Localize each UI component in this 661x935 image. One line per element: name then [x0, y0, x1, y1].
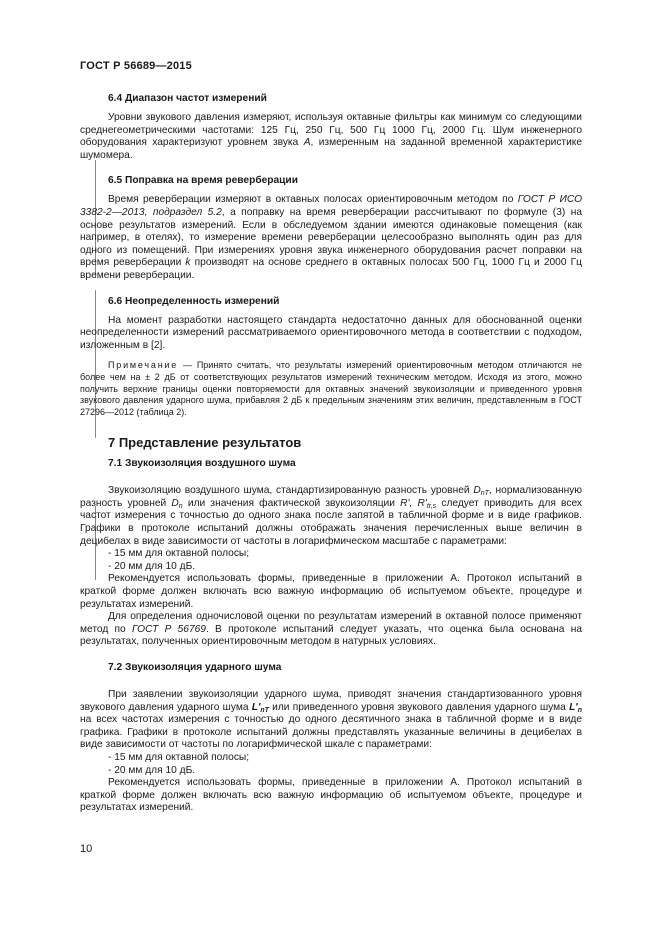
impact-level-symbol: $L'_n$ [569, 701, 582, 714]
list-item: - 20 мм для 10 дБ. [108, 764, 196, 776]
list-item: - 15 мм для октавной полосы; [108, 548, 250, 560]
list-item: - 20 мм для 10 дБ. [108, 560, 196, 572]
chapter-heading: 7 Представление результатов [108, 435, 302, 451]
running-header: ГОСТ Р 56689—2015 [80, 60, 192, 72]
body-text [80, 92, 582, 815]
paragraph: Звукоизоляцию воздушного шума, стандартизированную разность уровней $D_{nT}$, нормализованную разность уровней $D_n$ или значения фактической звукоизоляции R', $R'_{tr,s}$ следует приводить для всех частот измерения с точностью до одного знака после запятой в табличной форме и в виде графиков. Графики в протоколе испытаний должны отображать значения перечисленных выше величин в децибелах в виде зависимости от частоты в логарифмическом масштабе с параметрами: [80, 485, 582, 547]
paragraph: Рекомендуется использовать формы, приведенные в приложении А. Протокол испытаний в краткой форме должен включать всю важную информацию об испытуемом объекте, процедуре и результатах измерений. [80, 573, 582, 610]
section-heading: 7.1 Звукоизоляция воздушного шума [108, 458, 296, 470]
paragraph: Для определения одночисловой оценки по результатам измерений в октавной полосе применяют метод по ГОСТ Р 56769. В протоколе испытаний следует указать, что оценка была основана на результатах, полученных ориентировочным методом в натурных условиях. [80, 611, 582, 648]
list-item: - 15 мм для октавной полосы; [108, 751, 250, 763]
section-heading: 6.5 Поправка на время реверберации [108, 175, 298, 187]
paragraph: На момент разработки настоящего стандарта недостаточно данных для обоснованной оценки неопределенности измерений рассматриваемого ориентировочного метода в соответствии с подходом, изложенным в [2]. [80, 314, 582, 351]
section-heading: 6.4 Диапазон частот измерений [108, 93, 267, 104]
note: Примечание — Принято считать, что результаты измерений ориентировочным методом отличаются не более чем на ± 2 дБ от соответствующих результатов измерений техническим методом. Исходя из этого, можно получить верхние границы оценки повторяемости для октавных значений звукоизоляции и приведенного уровня звукового давления ударного шума, прибавляя 2 дБ к предельным значениям этих величин, представленным в ГОСТ 27296—2012 (таблица 2). [80, 360, 582, 417]
paragraph: Рекомендуется использовать формы, приведенные в приложении А. Протокол испытаний в краткой форме должен включать всю важную информацию об испытуемом объекте, процедуре и результатах измерений. [80, 777, 582, 814]
paragraph: При заявлении звукоизоляции ударного шума, приводят значения стандартизованного уровня звукового давления ударного шума $L'_{nT}$ или приведенного уровня звукового давления ударного шума $L'_n$ на всех частотах измерения с точностью до одного десятичного знака в табличной форме и в виде графика. Графики в протоколе испытаний должны представлять указанные величины в децибелах в виде зависимости от частоты по логарифмической шкале с параметрами: [80, 689, 582, 751]
page-number: 10 [80, 843, 93, 855]
note-label: Примечание [108, 360, 179, 371]
section-heading: 7.2 Звукоизоляция ударного шума [108, 662, 282, 673]
section-heading: 6.6 Неопределенность измерений [108, 295, 280, 307]
paragraph: Время реверберации измеряют в октавных полосах ориентировочным методом по ГОСТ Р ИСО 3382-2—2013, подраздел 5.2, а поправку на время реверберации рассчитывают по формуле (3) на основе результатов измерений. Если в обследуемом здании имеются одинаковые помещения (как например, в отелях), то измерение времени реверберации целесообразно выполнять один раз для одного из помещений. При измерениях уровня звука инженерного оборудования расчет поправки на время реверберации k производят на основе среднего в октавных полосах 500 Гц, 1000 Гц и 2000 Гц времени реверберации. [80, 194, 582, 281]
paragraph: Уровни звукового давления измеряют, используя октавные фильтры как минимум со следующими среднегеометрическими частотами: 125 Гц, 250 Гц, 500 Гц 1000 Гц, 2000 Гц. Шум инженерного оборудования характеризуют уровнем звука A, измеренным на заданной временной характеристике шумомера. [80, 112, 583, 161]
impact-level-symbol: $L'_{nT}$ [251, 701, 269, 714]
